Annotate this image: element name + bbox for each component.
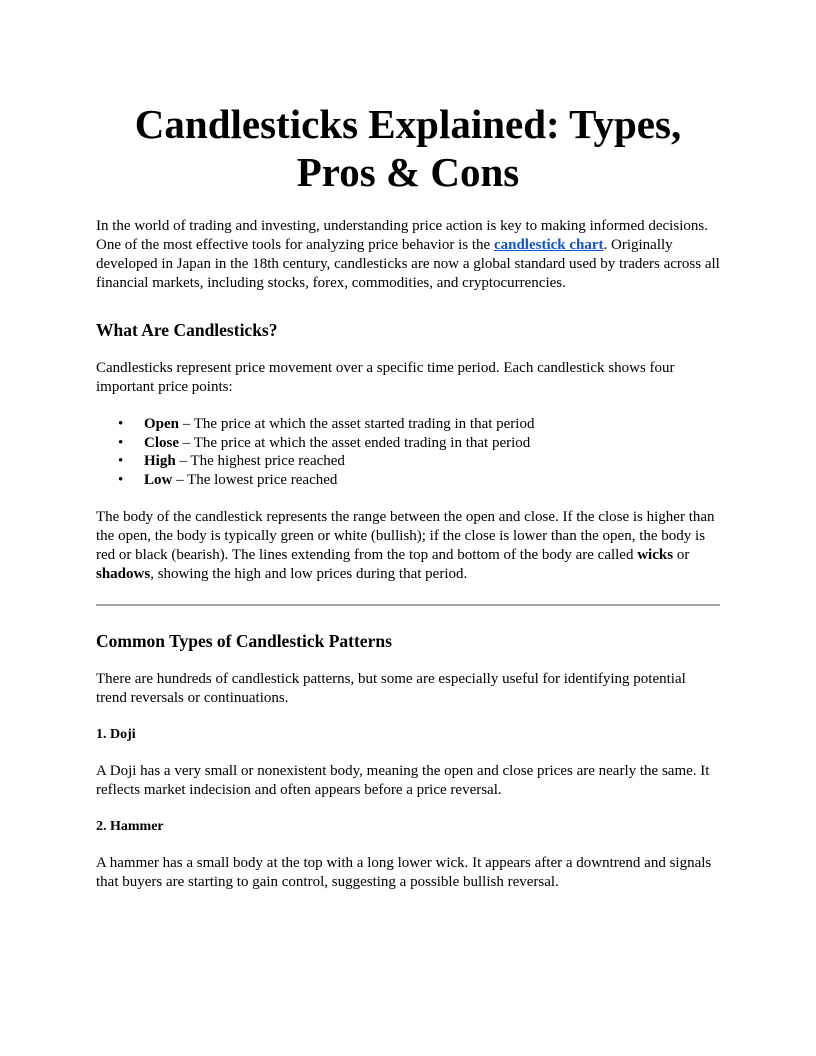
list-item — [118, 471, 720, 490]
bullet: • — [118, 471, 124, 488]
list-item-term: Low — [144, 471, 173, 488]
horizontal-rule — [96, 604, 720, 606]
pattern-desc-doji: A Doji has a very small or nonexistent body, meaning the open and close prices are nearly the same. It reflects market indecision and often appears before a price reversal. — [96, 763, 710, 798]
list-item-desc: – The lowest price reached — [172, 471, 338, 488]
pattern-heading-doji: 1. Doji — [96, 727, 136, 742]
candlestick-chart-link[interactable]: candlestick chart — [493, 237, 604, 253]
pattern-desc-hammer: A hammer has a small body at the top with a long lower wick. It appears after a downtrend and signals that buyers are starting to gain control, suggesting a possible bullish reversal. — [96, 855, 712, 890]
list-item-desc: – The highest price reached — [175, 453, 345, 469]
section-heading-what-are-candlesticks: What Are Candlesticks? — [96, 320, 278, 340]
bullet: • — [118, 434, 124, 451]
list-item — [118, 434, 720, 453]
price-points-list — [96, 415, 720, 489]
list-item-term: High — [144, 453, 176, 469]
wicks-term: wicks — [637, 547, 674, 563]
section1-paragraph: Candlesticks represent price movement over a specific time period. Each candlestick shows four important price points: — [96, 360, 675, 395]
list-item-term: Close — [144, 434, 179, 451]
intro-text-after: . Originally developed in Japan in the 18th century, candlesticks are now a global standard used by traders across all financial markets, including stocks, forex, commodities, and cryptocurrencies. — [96, 237, 720, 291]
body-text-3: , showing the high and low prices during that period. — [150, 566, 468, 582]
list-item-desc: – The price at which the asset started trading in that period — [179, 416, 535, 432]
list-item-desc: – The price at which the asset ended trading in that period — [179, 434, 531, 451]
list-item — [118, 452, 720, 471]
bullet: • — [118, 416, 124, 432]
section-heading-common-types: Common Types of Candlestick Patterns — [96, 631, 392, 651]
list-item — [118, 415, 720, 434]
title-line-2: Pros & Cons — [296, 149, 520, 195]
candlestick-body-paragraph — [96, 508, 720, 584]
shadows-term: shadows — [96, 566, 151, 582]
section2-paragraph: There are hundreds of candlestick patterns, but some are especially useful for identifying potential trend reversals or continuations. — [96, 671, 686, 706]
intro-paragraph — [96, 217, 720, 293]
title-line-1: Candlesticks Explained: Types, — [134, 101, 682, 147]
page-title — [96, 96, 720, 196]
list-item-term: Open — [144, 416, 180, 432]
intro-text-before: In the world of trading and investing, understanding price action is key to making informed decisions. One of the most effective tools for analyzing price behavior is the — [96, 218, 708, 253]
pattern-heading-hammer: 2. Hammer — [96, 819, 164, 834]
bullet: • — [118, 453, 124, 469]
body-text-2: or — [673, 547, 690, 563]
body-text-1: The body of the candlestick represents the range between the open and close. If the close is higher than the open, the body is typically green or white (bullish); if the close is lower than the open, the body is red or black (bearish). The lines extending from the top and bottom of the body are called — [96, 509, 715, 563]
